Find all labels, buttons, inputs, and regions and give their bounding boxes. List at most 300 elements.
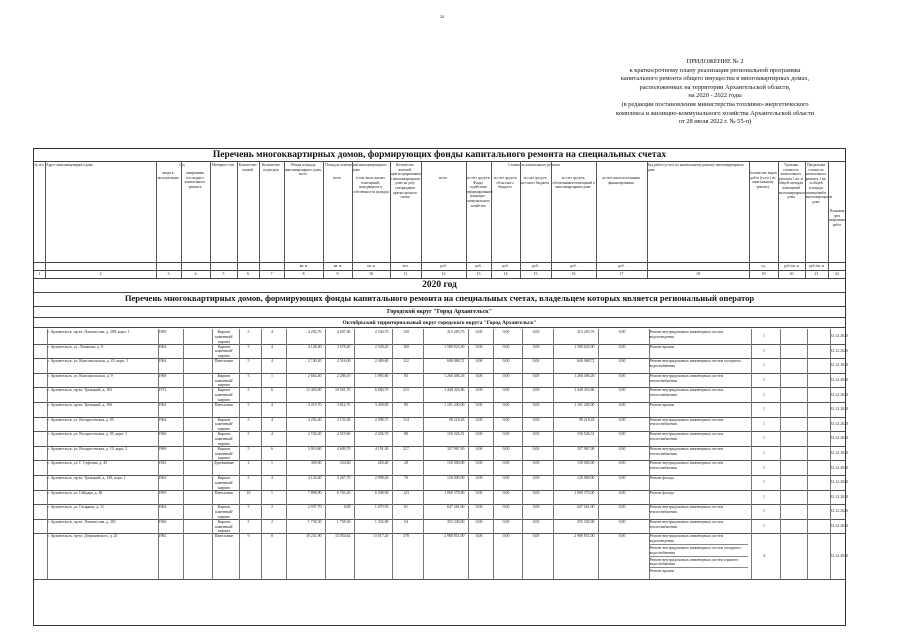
cell-f1: 0,00 [468,519,490,534]
cell-work [649,504,748,519]
cell-prem: 1 758,30 [325,519,351,534]
unit-cell: руб. [440,264,447,268]
cell-oth: 0,00 [598,402,646,417]
cell-uc [780,402,804,417]
cell-en: 1 [261,460,283,475]
cell-en: 2 [261,519,283,534]
cell-res: 2 469,60 [354,358,389,373]
cell-y1: 1966 [158,519,180,534]
work-type-item: Ремонт внутридомовых инженерных систем теплоснабжения [649,505,724,514]
cell-addr: г. Архангельск, пр-кт. Ломоносова, д. 281 [47,519,155,534]
cell-mc [807,533,827,579]
column-number: 16 [571,271,576,276]
cell-total: 640 068,72 [423,358,465,373]
year-heading: 2020 год [422,280,457,290]
cell-f1: 0,00 [468,358,490,373]
cell-f1: 0,00 [468,460,490,475]
column-divider [210,161,211,278]
unit-cell: руб. [532,264,539,268]
cell-y1: 1985 [158,329,180,344]
cell-f3: 0,00 [522,373,550,388]
unit-cell: руб. [475,264,482,268]
cell-addr: г. Архангельск, пр-кт. Ломоносова, д. 288, корп. 1 [47,329,155,344]
cell-y2 [183,387,209,402]
cell-ppl: 215 [392,387,420,402]
appendix-line: (в редакции постановления министерства топливно-энергетического [621,100,809,108]
cell-f3: 0,00 [522,519,550,534]
header-cost-other: за счет иных источников финансирования [602,176,640,185]
cell-en: 8 [261,533,283,579]
cell-uc [780,460,804,475]
cell-f2: 0,00 [493,446,519,461]
cell-mc [807,446,827,461]
cell-wall: Кирпич каменный/кирпич [212,431,236,446]
cell-f3: 0,00 [522,460,550,475]
cell-cnt: 1 [751,387,777,402]
cell-y2 [183,431,209,446]
column-divider [596,161,597,278]
table-row [34,358,849,374]
cell-y1: 1982 [158,533,180,579]
house-list-table [33,148,849,626]
cell-uc [780,490,804,505]
cell-date: 31.12.2020 [830,446,845,461]
cell-addr: г. Архангельск, ул. Воскресенская, д. 10, корп. 2 [47,446,155,461]
cell-y2 [183,490,209,505]
appendix-line: ПРИЛОЖЕНИЕ № 2 [686,58,744,65]
cell-en: 6 [261,446,283,461]
cell-area: 2 664,40 [286,373,322,388]
column-number: 6 [247,271,249,276]
cell-prem: 3 267,70 [325,475,351,490]
appendix-line: комплекса и жилищно-коммунального хозяйства Архангельской области [615,109,815,117]
unit-cell: руб./кв. м [784,264,799,268]
cell-en: 1 [261,490,283,505]
cell-oth: 0,00 [598,431,646,446]
cell-date: 31.12.2020 [830,490,845,505]
cell-num [36,329,44,344]
column-divider [551,161,552,278]
cell-oth: 0,00 [598,533,646,579]
cell-total: 98 218,43 [423,417,465,432]
cell-en: 4 [261,417,283,432]
cell-y2 [183,475,209,490]
cell-wall: Кирпич каменный/кирпич [212,504,236,519]
cell-own: 1 580 025,00 [553,344,595,359]
header-cost-local: за счет средств местного бюджета [520,176,550,185]
cell-mc [807,344,827,359]
cell-res: 6 683,70 [354,387,389,402]
column-number: 22 [835,271,839,276]
appendix-line: расположенных на территории Архангельской области, [639,83,791,91]
cell-addr: г. Архангельск, пр-кт. Дзержинского, д. 25 [47,533,155,579]
cell-y2 [183,519,209,534]
header-num: № п/п [34,163,44,167]
cell-res: 2 330,70 [354,329,389,344]
cell-own: 150 000,00 [553,460,595,475]
header-year-build: ввода в эксплуатацию [157,171,179,180]
cell-f2: 0,00 [493,329,519,344]
cell-en: 4 [261,402,283,417]
cell-fl: 5 [239,387,258,402]
cell-date: 31.12.2020 [830,344,845,359]
cell-y2 [183,402,209,417]
cell-total: 1 069 370,00 [423,490,465,505]
column-divider [237,161,238,278]
cell-date: 31.12.2020 [830,358,845,373]
header-premises-residential: в том числе жилых помещений, находящихся в собственности граждан [352,176,389,194]
cell-prem: 2 519,60 [325,431,351,446]
cell-y2 [183,446,209,461]
cell-total: 1 449 316,86 [423,387,465,402]
cell-ppl: 83 [392,373,420,388]
work-type-item: Ремонт внутридомовых инженерных систем водоотведения [650,534,748,545]
cell-en: 4 [261,431,283,446]
column-divider [828,161,829,278]
cell-prem: 4 609,70 [325,446,351,461]
cell-f3: 0,00 [522,533,550,579]
cell-date: 31.12.2020 [830,533,845,579]
column-number: 5 [222,271,225,276]
cell-res: 2 256,70 [354,431,389,446]
table-row [34,344,849,360]
cell-f1: 0,00 [468,475,490,490]
cell-fl: 5 [239,475,258,490]
header-work-type: Вид работ (услуг) по капитальному ремонту многоквартирного дома [647,163,744,172]
cell-date: 31.12.2020 [830,431,845,446]
cell-total: 150 000,00 [423,460,465,475]
cell-num [36,446,44,461]
column-number: 12 [441,271,446,276]
cell-f1: 0,00 [468,387,490,402]
table-row [34,329,849,345]
cell-num [36,519,44,534]
cell-total: 1 260 406,26 [423,373,465,388]
header-premises-total: всего [332,176,342,180]
header-residents: Количество жителей, зарегистрированных в многоквартирном доме на дату утверждения краткосрочного плана [390,163,422,200]
page-number: 24 [440,14,444,19]
cell-en: 4 [261,344,283,359]
cell-work [649,344,748,359]
cell-f1: 0,00 [468,417,490,432]
cell-y2 [183,358,209,373]
cell-res: 265,40 [354,460,389,475]
cell-wall: Кирпич каменный/кирпич [212,387,236,402]
column-divider [259,161,260,278]
table-row [34,417,849,433]
cell-y1: 1964 [158,402,180,417]
header-floors: Количество этажей [238,163,257,172]
cell-date: 31.12.2020 [830,504,845,519]
cell-num [36,475,44,490]
column-divider [778,161,779,278]
cell-work [649,358,748,373]
header-year: Год [179,163,185,167]
cell-total: 156 526,51 [423,431,465,446]
column-number: 11 [403,271,408,276]
column-divider [805,161,806,278]
cell-addr: г. Архангельск, ул. Воскресенская, д. 85 [47,417,155,432]
cell-prem: 2 206,10 [325,373,351,388]
cell-y2 [183,504,209,519]
cell-oth: 0,00 [598,344,646,359]
cell-f2: 0,00 [493,373,519,388]
cell-ppl: 54 [392,519,420,534]
unit-cell: кв. м [367,264,375,268]
table-title: Перечень многоквартирных домов, формирующих фонды капитального ремонта на специальных счетах [212,150,667,160]
column-number: 4 [194,271,197,276]
cell-en: 1 [261,373,283,388]
header-rule [34,317,845,318]
cell-addr: г. Архангельск, ул. Комсомольская, д. 9 [47,373,155,388]
district-heading: Городской округ "Город Архангельск" [386,309,493,315]
cell-ppl: 61 [392,504,420,519]
cell-mc [807,387,827,402]
cell-f3: 0,00 [522,329,550,344]
cell-f2: 0,00 [493,417,519,432]
cell-fl: 5 [239,504,258,519]
cell-uc [780,475,804,490]
cell-work [649,533,748,579]
cell-uc [780,373,804,388]
cell-f3: 0,00 [522,431,550,446]
column-number: 1 [38,271,41,276]
cell-work [649,519,748,534]
column-divider [181,161,182,278]
cell-wall: Кирпич каменный/кирпич [212,475,236,490]
cell-wall: Кирпич каменный/кирпич [212,519,236,534]
cell-prem: 334,60 [325,460,351,475]
cell-num [36,460,44,475]
cell-en: 4 [261,329,283,344]
cell-num [36,387,44,402]
cell-work [649,460,748,475]
work-type-item: Ремонт внутридомовых инженерных систем теплоснабжения [649,519,724,529]
cell-area: 5 010,60 [286,446,322,461]
unit-cell: руб. [502,264,509,268]
cell-fl: 2 [239,460,258,475]
cell-f1: 0,00 [468,446,490,461]
table-row [34,446,849,462]
cell-own: 1 260 406,26 [553,373,595,388]
cell-f2: 0,00 [493,504,519,519]
cell-work [649,373,748,388]
cell-cnt: 1 [751,519,777,534]
cell-f2: 0,00 [493,519,519,534]
cell-wall: Панельные [212,402,236,417]
appendix-header [555,58,875,127]
cell-prem: 4 007,00 [325,329,351,344]
cell-prem: 3 678,40 [325,344,351,359]
cell-oth: 0,00 [598,475,646,490]
cell-f3: 0,00 [522,446,550,461]
header-unit-cost: Удельная стоимость капитального ремонта 1 кв. м общей площади помещений многоквартирного дома [778,163,807,200]
cell-oth: 0,00 [598,460,646,475]
cell-own: 156 526,51 [553,431,595,446]
cell-addr: г. Архангельск, ул. Комсомольская, д. 45, корп. 1 [47,358,155,373]
cell-own: 315 283,76 [553,329,595,344]
cell-addr: г. Архангельск, ул. Воскресенская, д. 85, корп. 1 [47,431,155,446]
cell-ppl: 160 [392,344,420,359]
cell-ppl: 378 [392,533,420,579]
cell-ppl: 114 [392,417,420,432]
cell-f3: 0,00 [522,417,550,432]
cell-y2 [183,417,209,432]
cell-cnt: 1 [751,490,777,505]
column-number: 15 [533,271,538,276]
cell-prem: 3 814,70 [325,402,351,417]
cell-total: 120 000,00 [423,475,465,490]
cell-f1: 0,00 [468,504,490,519]
cell-fl: 5 [239,373,258,388]
cell-oth: 0,00 [598,387,646,402]
cell-cnt: 1 [751,329,777,344]
cell-fl: 10 [239,490,258,505]
cell-cnt: 1 [751,431,777,446]
cell-wall: Панельные [212,533,236,579]
column-divider [284,161,285,278]
cell-num [36,344,44,359]
cell-own: 647 261,00 [553,504,595,519]
header-deadline: Плановая дата завершения работ [828,209,846,227]
table-row [34,431,849,447]
cell-area: 12 403,00 [286,387,322,402]
table-row [34,533,849,580]
cell-addr: г. Архангельск, ул. Гайдара, д. 48 [47,490,155,505]
cell-y1: 1969 [158,446,180,461]
cell-ppl: 217 [392,446,420,461]
cell-en: 4 [261,475,283,490]
cell-oth: 0,00 [598,446,646,461]
cell-ppl: 112 [392,358,420,373]
cell-num [36,373,44,388]
cell-total: 315 283,76 [423,329,465,344]
cell-f1: 0,00 [468,533,490,579]
cell-y1: 1966 [158,431,180,446]
cell-wall: Деревянные [212,460,236,475]
cell-num [36,402,44,417]
column-number: 20 [789,271,794,276]
cell-cnt: 1 [751,402,777,417]
table-row [34,490,849,506]
cell-total: 1 101 200,00 [423,402,465,417]
cell-fl: 5 [239,417,258,432]
column-number: 8 [302,271,305,276]
cell-res: 2 998,26 [354,475,389,490]
unit-cell: ед. [761,264,766,268]
header-cost-owners: за счет средств собственников помещений в многоквартирном доме [551,176,595,190]
cell-area: 369,00 [286,460,322,475]
column-divider [491,161,492,278]
column-number: 10 [369,271,373,276]
header-rule [34,327,845,328]
cell-oth: 0,00 [598,417,646,432]
cell-fl: 5 [239,446,258,461]
work-type-item: Ремонт крыши [649,344,675,349]
cell-date: 31.12.2020 [830,387,845,402]
column-number: 7 [270,271,273,276]
cell-ppl: 123 [392,490,420,505]
unit-cell: кв. м [299,264,308,268]
cell-own: 1 101 200,00 [553,402,595,417]
cell-f1: 0,00 [468,344,490,359]
table-row [34,519,849,535]
cell-fl: 5 [239,329,258,344]
header-year-repair: завершения последнего капитального ремонта [184,171,206,189]
cell-f2: 0,00 [493,475,519,490]
cell-own: 355 330,00 [553,519,595,534]
work-type-item: Ремонт внутридомовых инженерных систем горячего водоснабжения [650,558,748,569]
column-divider [352,161,353,278]
cell-own: 1 449 316,86 [553,387,595,402]
work-type-item: Ремонт внутридомовых инженерных систем водоотведения [649,330,724,339]
header-cost: Стоимость капитального ремонта [508,163,560,167]
cell-y1: 1964 [158,344,180,359]
cell-date: 31.12.2020 [830,460,845,475]
header-premises-area: Площадь помещений многоквартирного дома [325,163,387,172]
work-type-item: Ремонт внутридомовых инженерных систем холодного водоснабжения [650,546,748,557]
column-divider [421,161,422,278]
cell-uc [780,504,804,519]
cell-y2 [183,373,209,388]
cell-en: 6 [261,387,283,402]
work-type-item: Ремонт фасада [649,476,674,480]
cell-res: 6 508,90 [354,490,389,505]
cell-uc [780,387,804,402]
cell-y2 [183,533,209,579]
cell-area: 2 937,70 [286,504,322,519]
column-divider [647,161,648,278]
cell-cnt: 1 [751,504,777,519]
cell-oth: 0,00 [598,519,646,534]
cell-area: 7 898,90 [286,490,322,505]
work-type-item: Ремонт внутридомовых инженерных систем теплоснабжения [649,446,724,456]
cell-res: 2 098,57 [354,417,389,432]
work-type-item: Ремонт внутридомовых инженерных систем теплоснабжения [649,417,724,427]
cell-oth: 0,00 [598,358,646,373]
cell-f2: 0,00 [493,387,519,402]
cell-f1: 0,00 [468,373,490,388]
list-subtitle: Перечень многоквартирных домов, формирующих фонды капитального ремонта на специальных счетах, владельцем которых является региональный оператор [124,293,755,303]
cell-own: 2 988 851,00 [553,533,595,579]
cell-addr: г. Архангельск, пр-кт. Троицкий, д. 140, корп. 1 [47,475,155,490]
unit-cell: чел. [402,264,409,268]
cell-f2: 0,00 [493,431,519,446]
header-work-count: Количество видов работ (услуг) по капитальному ремонту [749,171,777,189]
cell-y1: 1964 [158,358,180,373]
cell-addr: г. Архангельск, пр-кт. Троицкий, д. 106 [47,402,155,417]
cell-uc [780,431,804,446]
header-rule [34,278,845,279]
cell-f2: 0,00 [493,533,519,579]
cell-date: 31.12.2020 [830,373,845,388]
cell-ppl: 76 [392,475,420,490]
cell-work [649,417,748,432]
cell-uc [780,417,804,432]
cell-wall: Кирпич каменный/кирпич [212,373,236,388]
work-type-item: Ремонт внутридомовых инженерных систем теплоснабжения [649,432,724,441]
cell-fl: 5 [239,431,258,446]
work-type-item: Ремонт внутридомовых инженерных систем теплоснабжения [649,461,724,471]
cell-oth: 0,00 [598,490,646,505]
cell-f1: 0,00 [468,431,490,446]
cell-f3: 0,00 [522,402,550,417]
cell-en: 2 [261,504,283,519]
cell-uc [780,519,804,534]
column-divider [390,161,391,278]
cell-fl: 5 [239,344,258,359]
column-divider [45,161,46,278]
